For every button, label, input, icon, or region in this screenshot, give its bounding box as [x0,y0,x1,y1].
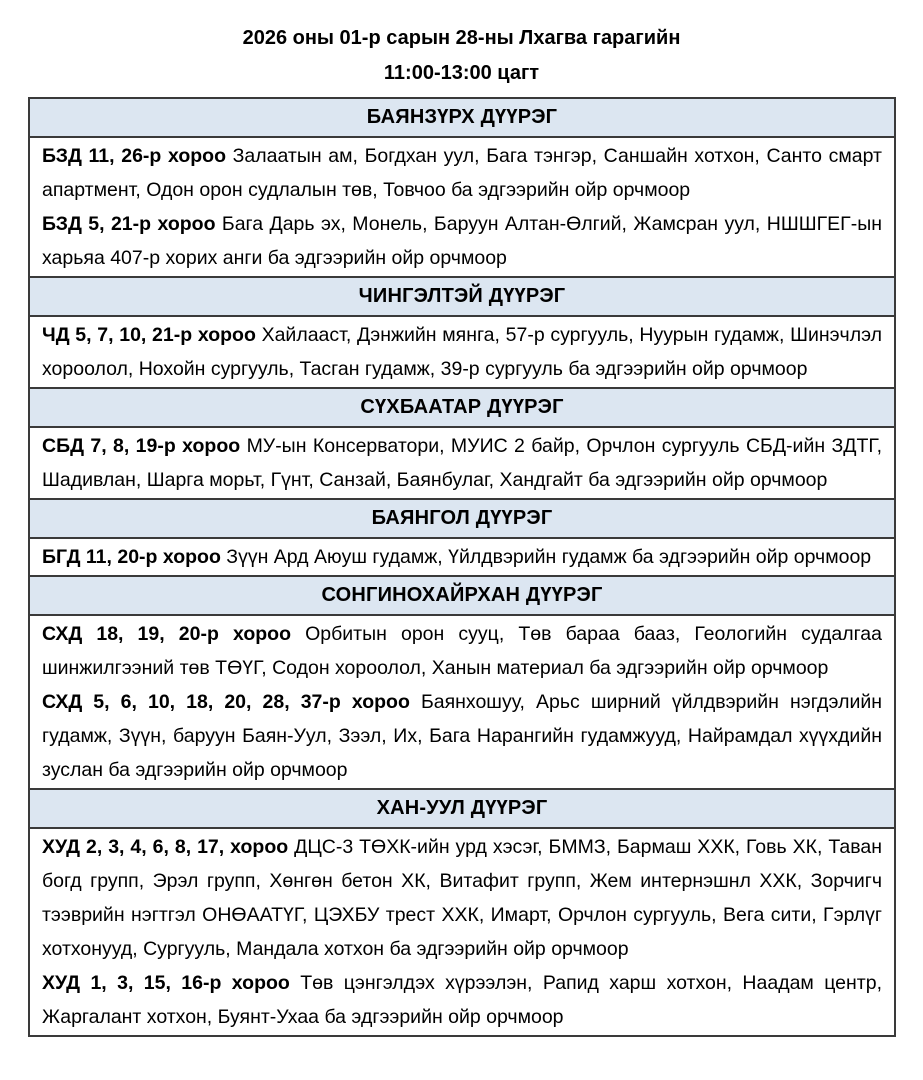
khoroo-entry [42,318,882,386]
khoroo-areas: Төв цэнгэлдэх хүрээлэн, Рапид харш хотхон, Наадам центр, Жаргалант хотхон, Буянт-Ухаа ба эдгээрийн ойр орчмоор [42,972,882,1028]
khoroo-entry [42,830,882,966]
khoroo-label: СХД 18, 19, 20-р хороо [42,623,291,645]
district-entries-cell [29,538,895,576]
district-entries-row [29,137,895,277]
district-header: СОНГИНОХАЙРХАН ДҮҮРЭГ [29,576,895,615]
district-entries-cell [29,427,895,499]
khoroo-label: БЗД 11, 26-р хороо [42,145,226,167]
khoroo-label: БГД 11, 20-р хороо [42,546,221,568]
district-header-row [29,789,895,828]
district-header-row [29,388,895,427]
district-header-row [29,98,895,137]
district-header-row [29,576,895,615]
khoroo-areas: Зүүн Ард Аюуш гудамж, Үйлдвэрийн гудамж ба эдгээрийн ойр орчмоор [226,546,872,568]
district-entries-cell [29,615,895,789]
khoroo-label: ЧД 5, 7, 10, 21-р хороо [42,324,256,346]
khoroo-label: ХУД 2, 3, 4, 6, 8, 17, хороо [42,836,289,858]
district-header: ЧИНГЭЛТЭЙ ДҮҮРЭГ [29,277,895,316]
khoroo-label: ХУД 1, 3, 15, 16-р хороо [42,972,290,994]
khoroo-label: БЗД 5, 21-р хороо [42,213,216,235]
khoroo-areas: МУ-ын Консерватори, МУИС 2 байр, Орчлон сургууль СБД-ийн ЗДТГ, Шадивлан, Шарга морьт, Гүнт, Санзай, Баянбулаг, Хандгайт ба эдгээрийн ойр орчмоор [42,435,882,491]
khoroo-areas: Орбитын орон сууц, Төв бараа бааз, Геологийн судалгаа шинжилгээний төв ТӨҮГ, Содон хороолол, Ханын материал ба эдгээрийн ойр орчмоор [42,623,882,679]
document-title-time: 11:00-13:00 цагт [383,62,540,84]
district-entries-row [29,828,895,1036]
district-entries-cell [29,316,895,388]
khoroo-label: СБД 7, 8, 19-р хороо [42,435,241,457]
khoroo-areas: Залаатын ам, Богдхан уул, Бага тэнгэр, Саншайн хотхон, Санто смарт апартмент, Одон орон судлалын төв, Товчоо ба эдгээрийн ойр орчмоор [42,145,882,201]
outage-schedule-table [28,97,896,1037]
district-header: СҮХБААТАР ДҮҮРЭГ [29,388,895,427]
district-entries-row [29,316,895,388]
khoroo-entry [42,207,882,275]
khoroo-entry [42,966,882,1034]
khoroo-entry [42,429,882,497]
document-title-date: 2026 оны 01-р сарын 28-ны Лхагва гарагийн [242,27,681,49]
khoroo-entry [42,139,882,207]
district-header: БАЯНГОЛ ДҮҮРЭГ [29,499,895,538]
district-header-row [29,499,895,538]
district-entries-row [29,427,895,499]
khoroo-areas: Хайлааст, Дэнжийн мянга, 57-р сургууль, Нуурын гудамж, Шинэчлэл хороолол, Нохойн сургууль, Тасган гудамж, 39-р сургууль ба эдгээрийн ойр орчмоор [42,324,882,380]
khoroo-entry [42,617,882,685]
khoroo-areas: ДЦС-3 ТӨХК-ийн урд хэсэг, БММЗ, Бармаш ХХК, Говь ХК, Таван богд групп, Эрэл групп, Хөнгөн бетон ХК, Витафит групп, Жем интернэшнл ХХК, Зорчигч тээврийн нэгтгэл ОНӨААТҮГ, ЦЭХБУ трест ХХК, Имарт, Орчлон сургууль, Вега сити, Гэрлүг хотхонууд, Сургууль, Мандала хотхон ба эдгээрийн ойр орчмоор [42,836,882,960]
district-header-row [29,277,895,316]
khoroo-entry [42,685,882,787]
document-title-block [0,0,923,83]
khoroo-label: СХД 5, 6, 10, 18, 20, 28, 37-р хороо [42,691,410,713]
khoroo-entry [42,540,882,574]
khoroo-areas: Баянхошуу, Арьс ширний үйлдвэрийн нэгдэлийн гудамж, Зүүн, баруун Баян-Уул, Зээл, Их, Бага Нарангийн гудамжууд, Найрамдал хүүхдийн зуслан ба эдгээрийн ойр орчмоор [42,691,883,781]
district-entries-cell [29,828,895,1036]
khoroo-areas: Бага Дарь эх, Монель, Баруун Алтан-Өлгий, Жамсран уул, НШШГЕГ-ын харьяа 407-р хорих анги ба эдгээрийн ойр орчмоор [42,213,882,269]
district-entries-cell [29,137,895,277]
district-header: БАЯНЗҮРХ ДҮҮРЭГ [29,98,895,137]
district-entries-row [29,538,895,576]
district-header: ХАН-УУЛ ДҮҮРЭГ [29,789,895,828]
district-entries-row [29,615,895,789]
